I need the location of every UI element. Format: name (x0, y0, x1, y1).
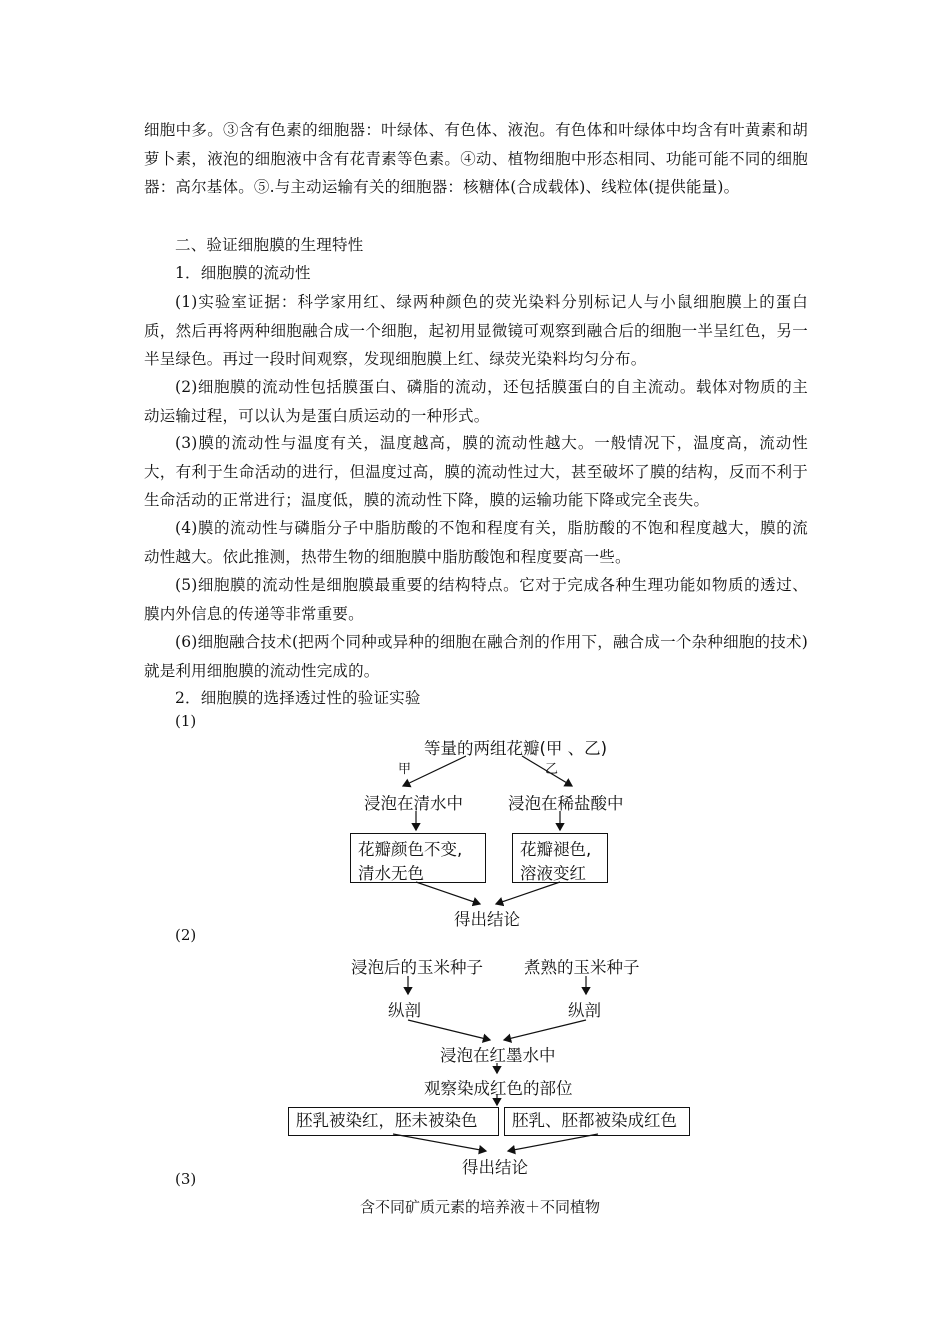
paragraph-fluidity-3: (3)膜的流动性与温度有关，温度越高，膜的流动性越大。一般情况下，温度高，流动性大，有利于生命活动的进行，但温度过高，膜的流动性过大，甚至破坏了膜的结构，反而不利于生命活动的正常进行；温度低，膜的流动性下降，膜的运输功能下降或完全丧失。 (144, 434, 808, 509)
paragraph-fluidity-4: (4)膜的流动性与磷脂分子中脂肪酸的不饱和程度有关，脂肪酸的不饱和程度越大，膜的流动性越大。依此推测，热带生物的细胞膜中脂肪酸饱和程度要高一些。 (144, 519, 808, 566)
flow1-result-water-line1: 花瓣颜色不变, (358, 840, 463, 859)
flow2-result-soaked: 胚乳被染红，胚未被染色 (288, 1107, 499, 1136)
flow2-boiled-seeds: 煮熟的玉米种子 (524, 958, 640, 977)
paragraph-fluidity-1: (1)实验室证据：科学家用红、绿两种颜色的荧光染料分别标记人与小鼠细胞膜上的蛋白质，然后再将两种细胞融合成一个细胞，起初用显微镜可观察到融合后的细胞一半呈红色，另一半呈绿色。再过一段时间观察，发现细胞膜上红、绿荧光染料均匀分布。 (144, 293, 808, 368)
paragraph-organelles: 细胞中多。③含有色素的细胞器：叶绿体、有色体、液泡。有色体和叶绿体中均含有叶黄素和胡萝卜素，液泡的细胞液中含有花青素等色素。④动、植物细胞中形态相同、功能可能不同的细胞器：高尔基体。⑤.与主动运输有关的细胞器：核糖体(合成载体)、线粒体(提供能量)。 (144, 121, 808, 196)
subheading-permeability: 2．细胞膜的选择透过性的验证实验 (175, 689, 421, 707)
flow1-top: 等量的两组花瓣(甲 、乙) (424, 739, 608, 758)
flow2-observe: 观察染成红色的部位 (424, 1079, 573, 1098)
flow2-soaked-seeds: 浸泡后的玉米种子 (351, 958, 483, 977)
flow1-result-water (350, 833, 486, 883)
flow3-top: 含不同矿质元素的培养液＋不同植物 (360, 1198, 601, 1216)
flow1-result-water-line2: 清水无色 (358, 864, 424, 883)
flow1-conclusion: 得出结论 (454, 910, 520, 929)
paragraph-fluidity-5: (5)细胞膜的流动性是细胞膜最重要的结构特点。它对于完成各种生理功能如物质的透过、膜内外信息的传递等非常重要。 (144, 576, 808, 623)
flow2-red-ink: 浸泡在红墨水中 (440, 1046, 556, 1065)
paragraph-fluidity-6: (6)细胞融合技术(把两个同种或异种的细胞在融合剂的作用下，融合成一个杂种细胞的技术)就是利用细胞膜的流动性完成的。 (144, 633, 808, 680)
flow2-conclusion: 得出结论 (462, 1158, 528, 1177)
label-experiment-2: (2) (175, 926, 197, 944)
flow2-cut-left: 纵剖 (388, 1001, 421, 1020)
flow1-step-acid: 浸泡在稀盐酸中 (508, 794, 624, 813)
flow1-step-water: 浸泡在清水中 (364, 794, 463, 813)
flow1-branch-right: 乙 (545, 762, 559, 777)
flow1-result-acid-line1: 花瓣褪色, (520, 840, 592, 859)
flow2-result-boiled: 胚乳、胚都被染成红色 (504, 1107, 690, 1136)
flow2-cut-right: 纵剖 (568, 1001, 601, 1020)
subheading-fluidity: 1．细胞膜的流动性 (175, 264, 311, 282)
section-heading-2: 二、验证细胞膜的生理特性 (175, 236, 364, 254)
label-experiment-3: (3) (175, 1170, 197, 1188)
flow1-branch-left: 甲 (398, 762, 412, 777)
flow1-result-acid-line2: 溶液变红 (520, 864, 586, 883)
label-experiment-1: (1) (175, 712, 197, 730)
paragraph-fluidity-2: (2)细胞膜的流动性包括膜蛋白、磷脂的流动，还包括膜蛋白的自主流动。载体对物质的主动运输过程，可以认为是蛋白质运动的一种形式。 (144, 378, 808, 425)
flow1-result-acid (512, 833, 608, 883)
